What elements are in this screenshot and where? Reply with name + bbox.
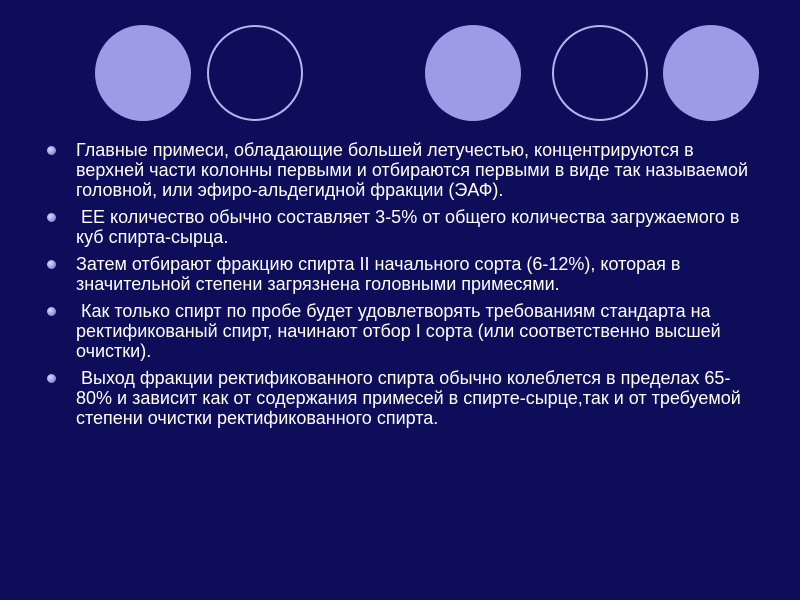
bullet-dot-icon — [47, 213, 56, 222]
filled-circle-icon — [663, 25, 759, 121]
bullet-text: Затем отбирают фракцию спирта II начального сорта (6-12%), которая в значительной степени загрязнена головными примесями. — [76, 254, 681, 294]
bullet-item — [40, 368, 760, 428]
bullet-item — [40, 301, 760, 361]
bullet-dot-icon — [47, 146, 56, 155]
filled-circle-icon — [425, 25, 521, 121]
bullet-item — [40, 140, 760, 200]
bullet-text: Выход фракции ректификованного спирта обычно колеблется в пределах 65-80% и зависит как от содержания примесей в спирте-сырце,так и от требуемой степени очистки ректификованного спирта. — [76, 368, 741, 428]
outline-circle-icon — [552, 25, 648, 121]
bullet-dot-icon — [47, 307, 56, 316]
bullet-item — [40, 207, 760, 247]
bullet-text: Главные примеси, обладающие большей летучестью, концентрируются в верхней части колонны первыми и отбираются первыми в виде так называемой головной, или эфиро-альдегидной фракции (ЭАФ). — [76, 140, 749, 200]
bullet-text: Как только спирт по пробе будет удовлетворять требованиям стандарта на ректификованый спирт, начинают отбор I сорта (или соответственно высшей очистки). — [76, 301, 721, 361]
filled-circle-icon — [95, 25, 191, 121]
bullet-list — [40, 140, 760, 435]
bullet-text: ЕЕ количество обычно составляет 3-5% от общего количества загружаемого в куб спирта-сырца. — [76, 207, 740, 247]
bullet-dot-icon — [47, 374, 56, 383]
bullet-dot-icon — [47, 260, 56, 269]
outline-circle-icon — [207, 25, 303, 121]
bullet-item — [40, 254, 760, 294]
